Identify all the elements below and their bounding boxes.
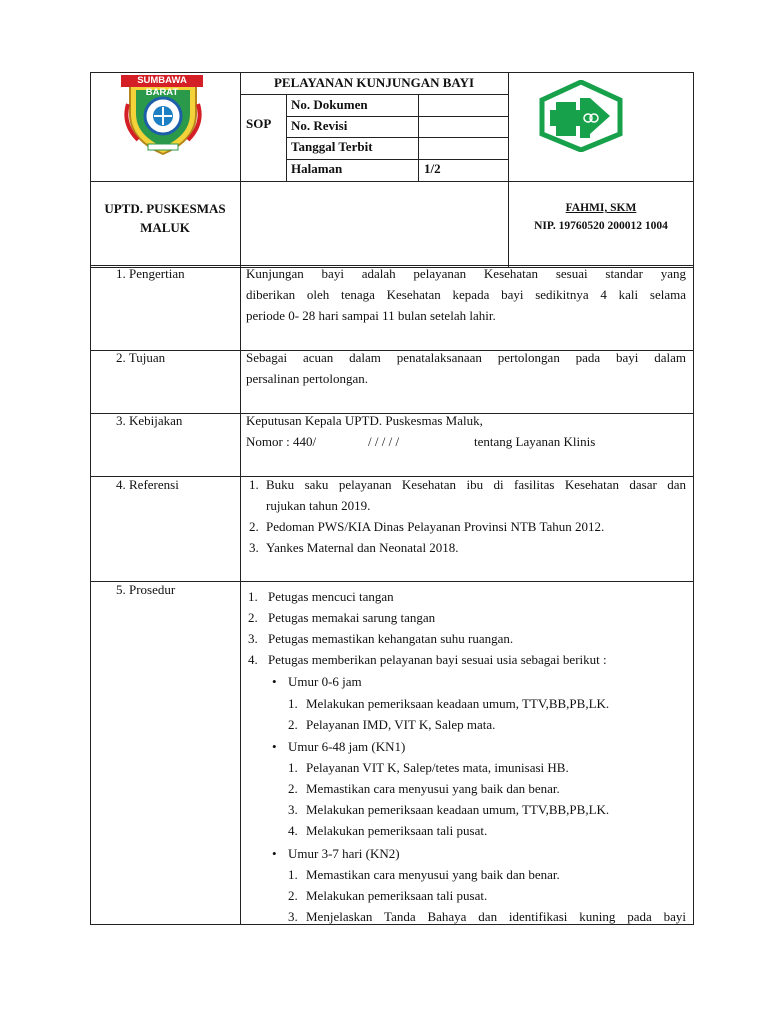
sub-step-number: 2. bbox=[288, 781, 298, 796]
step-number: 2. bbox=[248, 610, 258, 625]
header-divider bbox=[240, 72, 241, 268]
sub-step-text: Memastikan cara menyusui yang baik dan benar. bbox=[306, 867, 560, 882]
bullet-icon: • bbox=[272, 739, 277, 754]
sub-step-number: 1. bbox=[288, 867, 298, 882]
tujuan-line: persalinan pertolongan. bbox=[246, 371, 369, 386]
org-name-line1: UPTD. PUSKESMAS bbox=[104, 201, 226, 216]
step-number: 1. bbox=[248, 589, 258, 604]
sub-step-number: 1. bbox=[288, 760, 298, 775]
title-divider bbox=[240, 94, 508, 95]
sub-step-text: Pelayanan IMD, VIT K, Salep mata. bbox=[306, 717, 496, 732]
sub-step-number: 2. bbox=[288, 888, 298, 903]
org-name-line2: MALUK bbox=[140, 220, 190, 235]
tujuan-line: Sebagai acuan dalam penatalaksanaan pertolongan pada bayi dalam bbox=[246, 350, 686, 365]
section-label-prosedur: 5. Prosedur bbox=[116, 582, 176, 597]
signer-name: FAHMI, SKM bbox=[565, 202, 637, 214]
section-label-kebijakan: 3. Kebijakan bbox=[116, 413, 183, 428]
kebijakan-tentang: tentang Layanan Klinis bbox=[474, 434, 596, 449]
bullet-icon: • bbox=[272, 846, 277, 861]
health-logo-icon bbox=[538, 80, 624, 152]
sop-label: SOP bbox=[246, 116, 272, 131]
step-text: Petugas mencuci tangan bbox=[268, 589, 394, 604]
kebijakan-nomor: Nomor : 440/ bbox=[246, 434, 317, 449]
sections-column-divider bbox=[240, 265, 241, 925]
age-group-title: Umur 6-48 jam (KN1) bbox=[288, 739, 406, 754]
emblem-banner: SUMBAWA BARAT bbox=[121, 75, 203, 87]
field-label-no-dokumen: No. Dokumen bbox=[291, 97, 368, 112]
pengertian-line: diberikan oleh tenaga Kesehatan kepada bayi sedikitnya 4 kali selama bbox=[246, 287, 686, 302]
step-number: 4. bbox=[248, 652, 258, 667]
sub-step-number: 3. bbox=[288, 802, 298, 817]
field-value-halaman: 1/2 bbox=[424, 161, 441, 176]
step-number: 3. bbox=[248, 631, 258, 646]
section-label-referensi: 4. Referensi bbox=[116, 477, 179, 492]
ref-number: 2. bbox=[249, 519, 259, 534]
step-text: Petugas memakai sarung tangan bbox=[268, 610, 436, 625]
step-text: Petugas memberikan pelayanan bayi sesuai usia sebagai berikut : bbox=[268, 652, 607, 667]
section-label-tujuan: 2. Tujuan bbox=[116, 350, 166, 365]
sub-step-text: Memastikan cara menyusui yang baik dan benar. bbox=[306, 781, 560, 796]
field-label-no-revisi: No. Revisi bbox=[291, 118, 348, 133]
field-label-tanggal-terbit: Tanggal Terbit bbox=[291, 139, 373, 154]
field-label-halaman: Halaman bbox=[291, 161, 343, 176]
ref-text: Yankes Maternal dan Neonatal 2018. bbox=[266, 540, 459, 555]
ref-number: 3. bbox=[249, 540, 259, 555]
pengertian-line: Kunjungan bayi adalah pelayanan Kesehatan sesuai standar yang bbox=[246, 266, 686, 281]
signer-nip: NIP. 19760520 200012 1004 bbox=[534, 220, 668, 232]
step-text: Petugas memastikan kehangatan suhu ruangan. bbox=[268, 631, 514, 646]
sub-step-number: 3. bbox=[288, 909, 298, 924]
kebijakan-slashes: / / / / / bbox=[368, 434, 400, 449]
sub-step-number: 2. bbox=[288, 717, 298, 732]
age-group-title: Umur 0-6 jam bbox=[288, 674, 362, 689]
document-title: PELAYANAN KUNJUNGAN BAYI bbox=[273, 75, 475, 90]
ref-text: rujukan tahun 2019. bbox=[266, 498, 371, 513]
sub-step-text: Melakukan pemeriksaan tali pusat. bbox=[306, 888, 488, 903]
ref-text: Pedoman PWS/KIA Dinas Pelayanan Provinsi NTB Tahun 2012. bbox=[266, 519, 605, 534]
bullet-icon: • bbox=[272, 674, 277, 689]
ref-text: Buku saku pelayanan Kesehatan ibu di fasilitas Kesehatan dasar dan bbox=[266, 477, 686, 492]
sub-step-text: Melakukan pemeriksaan keadaan umum, TTV,BB,PB,LK. bbox=[306, 696, 610, 711]
pengertian-line: periode 0- 28 hari sampai 11 bulan setelah lahir. bbox=[246, 308, 496, 323]
sub-step-text: Melakukan pemeriksaan tali pusat. bbox=[306, 823, 488, 838]
ref-number: 1. bbox=[249, 477, 259, 492]
age-group-title: Umur 3-7 hari (KN2) bbox=[288, 846, 400, 861]
section-divider bbox=[90, 581, 694, 582]
sub-step-text: Pelayanan VIT K, Salep/tetes mata, imunisasi HB. bbox=[306, 760, 569, 775]
sub-step-number: 4. bbox=[288, 823, 298, 838]
sub-step-text: Menjelaskan Tanda Bahaya dan identifikasi kuning pada bayi bbox=[306, 909, 686, 924]
section-label-pengertian: 1. Pengertian bbox=[116, 266, 185, 281]
header-divider bbox=[90, 181, 694, 182]
sub-step-text: Melakukan pemeriksaan keadaan umum, TTV,BB,PB,LK. bbox=[306, 802, 610, 817]
header-divider bbox=[508, 72, 509, 268]
kebijakan-line: Keputusan Kepala UPTD. Puskesmas Maluk, bbox=[246, 413, 483, 428]
sub-step-number: 1. bbox=[288, 696, 298, 711]
